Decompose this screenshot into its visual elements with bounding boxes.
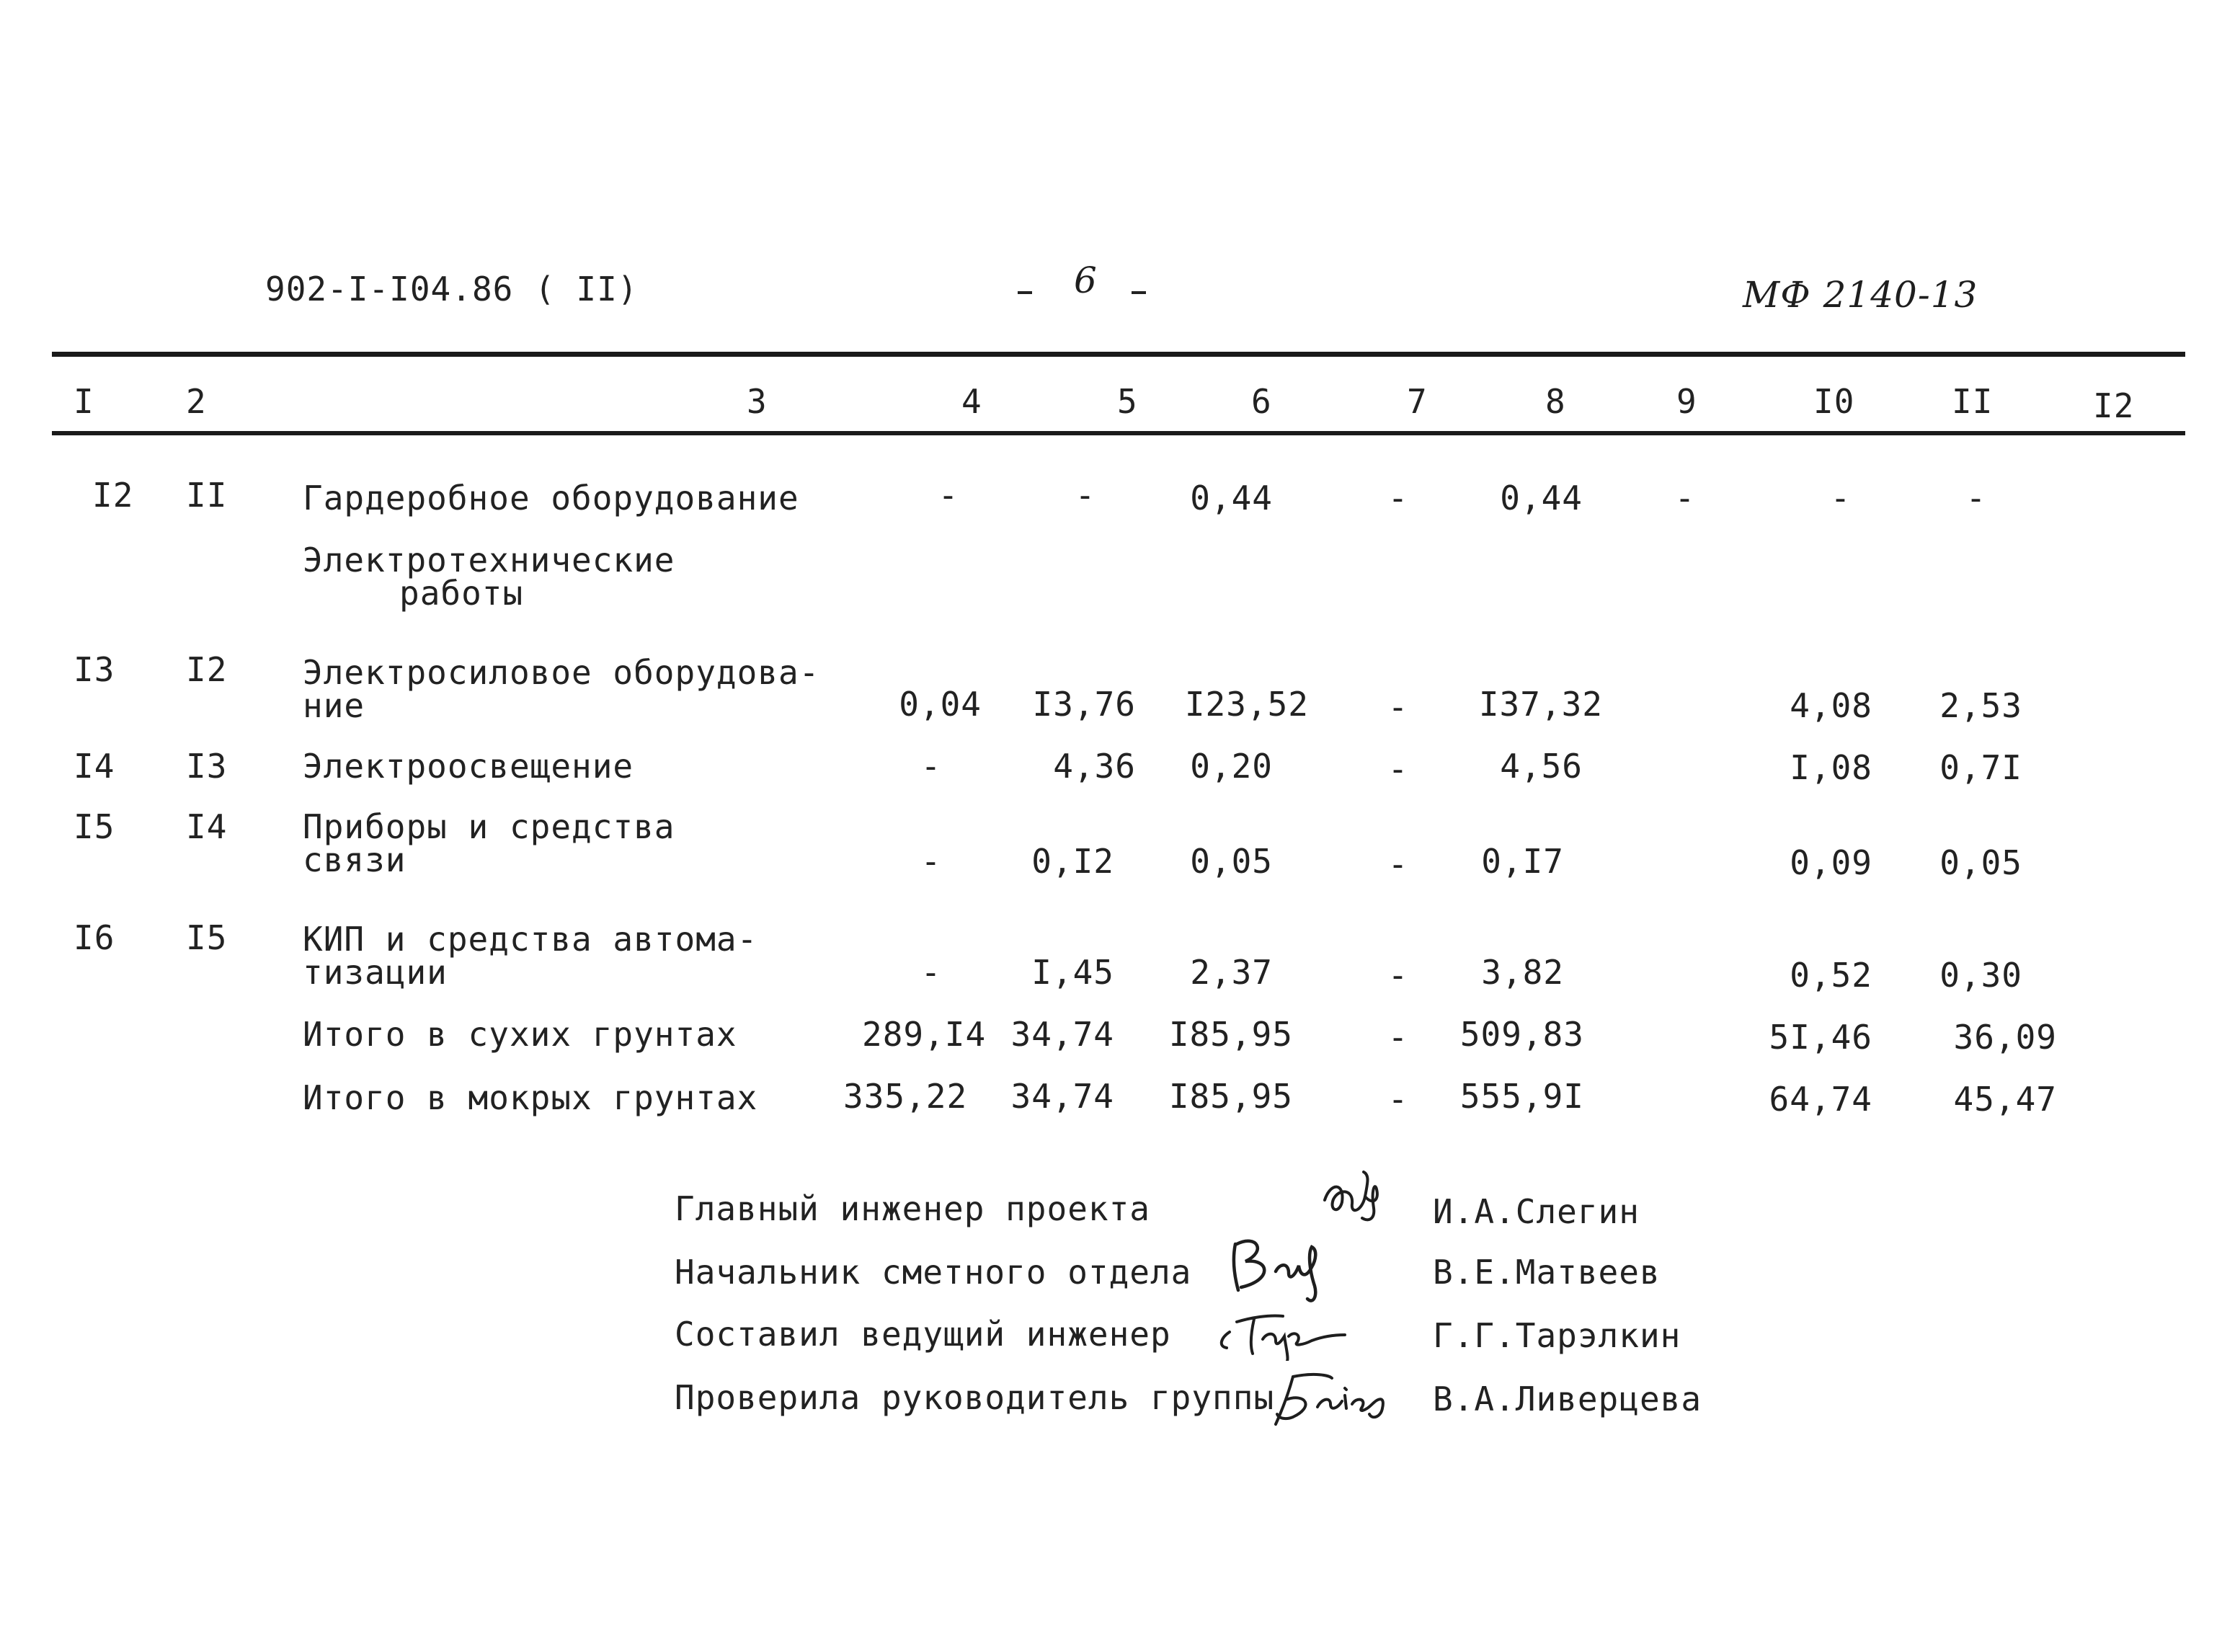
row-5-col-5: I,45 bbox=[1031, 953, 1114, 992]
total-wet-soils-label: Итого в мокрых грунтах bbox=[303, 1078, 758, 1117]
page-number-dash-left bbox=[1018, 291, 1032, 294]
column-header-3: 3 bbox=[747, 382, 768, 421]
row-4-name-continued: связи bbox=[303, 840, 406, 879]
signature-role-group-leader: Проверила руководитель группы bbox=[675, 1378, 1275, 1417]
row-2-col-5: I3,76 bbox=[1032, 685, 1136, 724]
row-2-col-10: 4,08 bbox=[1790, 686, 1872, 725]
row-1-col-11: - bbox=[1965, 479, 1987, 518]
document-code: 902-I-I04.86 bbox=[265, 270, 514, 308]
row-4-col-5: 0,I2 bbox=[1031, 842, 1114, 881]
row-3-col-2: I3 bbox=[186, 747, 228, 786]
signature-role-chief-engineer: Главный инженер проекта bbox=[675, 1189, 1150, 1228]
column-header-1: I bbox=[74, 382, 94, 421]
total-wet-col-10: 64,74 bbox=[1769, 1080, 1872, 1119]
row-4-col-2: I4 bbox=[186, 807, 228, 846]
row-3-col-5: 4,36 bbox=[1053, 747, 1136, 786]
total-wet-col-5: 34,74 bbox=[1010, 1077, 1114, 1116]
row-2-col-7: - bbox=[1387, 688, 1409, 727]
row-1-col-5: - bbox=[1075, 476, 1096, 515]
row-4-col-4: - bbox=[920, 842, 942, 881]
total-dry-col-4: 289,I4 bbox=[862, 1015, 987, 1054]
row-3-name: Электроосвещение bbox=[303, 747, 634, 786]
row-3-col-11: 0,7I bbox=[1939, 748, 2022, 787]
row-1-col-10: - bbox=[1830, 479, 1852, 518]
total-dry-col-5: 34,74 bbox=[1010, 1015, 1114, 1054]
signature-role-lead-engineer: Составил ведущий инженер bbox=[675, 1315, 1171, 1354]
document-part: ( II) bbox=[535, 270, 639, 308]
column-header-9: 9 bbox=[1676, 382, 1697, 421]
row-3-col-10: I,08 bbox=[1790, 748, 1872, 787]
signature-name-lead-engineer: Г.Г.Тарэлкин bbox=[1433, 1316, 1681, 1355]
column-header-10: I0 bbox=[1813, 382, 1855, 421]
signature-role-estimate-head: Начальник сметного отдела bbox=[675, 1253, 1192, 1292]
row-5-col-7: - bbox=[1387, 956, 1409, 995]
total-wet-col-8: 555,9I bbox=[1459, 1077, 1584, 1116]
row-4-col-6: 0,05 bbox=[1190, 842, 1273, 881]
row-5-col-1: I6 bbox=[74, 918, 115, 957]
row-3-col-6: 0,20 bbox=[1190, 747, 1273, 786]
row-1-col-6: 0,44 bbox=[1190, 479, 1273, 518]
total-wet-col-6: I85,95 bbox=[1168, 1077, 1293, 1116]
page-number: 6 bbox=[1074, 259, 1098, 301]
row-4-name: Приборы и средства bbox=[303, 807, 675, 846]
table-header-rule bbox=[52, 431, 2185, 435]
row-2-name-continued: ние bbox=[303, 686, 365, 725]
total-wet-col-7: - bbox=[1387, 1080, 1409, 1119]
row-1-col-2: II bbox=[186, 476, 228, 515]
row-5-col-11: 0,30 bbox=[1939, 956, 2022, 995]
row-5-col-6: 2,37 bbox=[1190, 953, 1273, 992]
archive-code: МФ 2140-13 bbox=[1743, 274, 1978, 316]
row-5-name-continued: тизации bbox=[303, 953, 448, 992]
signature-name-chief-engineer: И.А.Слегин bbox=[1433, 1192, 1640, 1231]
total-wet-col-11: 45,47 bbox=[1953, 1080, 2057, 1119]
row-2-col-11: 2,53 bbox=[1939, 686, 2022, 725]
row-2-col-6: I23,52 bbox=[1184, 685, 1309, 724]
row-5-name: КИП и средства автома- bbox=[303, 920, 758, 959]
row-4-col-1: I5 bbox=[74, 807, 115, 846]
row-5-col-10: 0,52 bbox=[1790, 956, 1872, 995]
column-header-8: 8 bbox=[1545, 382, 1566, 421]
row-3-col-4: - bbox=[920, 747, 942, 786]
row-4-col-8: 0,I7 bbox=[1481, 842, 1564, 881]
column-header-4: 4 bbox=[961, 382, 982, 421]
row-5-col-2: I5 bbox=[186, 918, 228, 957]
row-4-col-10: 0,09 bbox=[1790, 843, 1872, 882]
row-1-col-4: - bbox=[938, 476, 959, 515]
signature-name-estimate-head: В.Е.Матвеев bbox=[1433, 1253, 1661, 1292]
section-heading: Электротехнические bbox=[303, 541, 675, 579]
row-2-col-8: I37,32 bbox=[1478, 685, 1603, 724]
row-3-col-1: I4 bbox=[74, 747, 115, 786]
table-top-rule bbox=[52, 352, 2185, 357]
row-1-name: Гардеробное оборудование bbox=[303, 479, 799, 518]
column-header-11: II bbox=[1952, 382, 1994, 421]
signature-name-group-leader: В.А.Ливерцева bbox=[1433, 1380, 1702, 1418]
column-header-12: I2 bbox=[2093, 386, 2135, 425]
row-4-col-7: - bbox=[1387, 845, 1409, 884]
column-header-5: 5 bbox=[1117, 382, 1138, 421]
row-2-col-2: I2 bbox=[186, 650, 228, 689]
total-dry-col-10: 5I,46 bbox=[1769, 1018, 1872, 1057]
total-dry-col-11: 36,09 bbox=[1953, 1018, 2057, 1057]
row-3-col-8: 4,56 bbox=[1500, 747, 1583, 786]
total-dry-col-8: 509,83 bbox=[1459, 1015, 1584, 1054]
row-1-col-8: 0,44 bbox=[1500, 479, 1583, 518]
row-2-col-4: 0,04 bbox=[899, 685, 982, 724]
row-1-col-9: - bbox=[1674, 479, 1696, 518]
section-heading-continued: работы bbox=[399, 574, 524, 613]
row-4-col-11: 0,05 bbox=[1939, 843, 2022, 882]
column-header-6: 6 bbox=[1251, 382, 1272, 421]
row-2-name: Электросиловое оборудова- bbox=[303, 653, 820, 692]
row-3-col-7: - bbox=[1387, 750, 1409, 789]
total-dry-soils-label: Итого в сухих грунтах bbox=[303, 1015, 737, 1054]
total-dry-col-6: I85,95 bbox=[1168, 1015, 1293, 1054]
row-2-col-1: I3 bbox=[74, 650, 115, 689]
handwritten-signature-3 bbox=[1208, 1303, 1352, 1361]
handwritten-signature-1 bbox=[1317, 1168, 1390, 1225]
row-5-col-4: - bbox=[920, 953, 942, 992]
total-dry-col-7: - bbox=[1387, 1018, 1409, 1057]
total-wet-col-4: 335,22 bbox=[843, 1077, 968, 1116]
row-1-col-7: - bbox=[1387, 479, 1409, 518]
row-1-col-1: I2 bbox=[92, 476, 134, 515]
handwritten-signature-2 bbox=[1219, 1230, 1342, 1309]
handwritten-signature-4 bbox=[1264, 1367, 1401, 1431]
row-5-col-8: 3,82 bbox=[1481, 953, 1564, 992]
column-header-7: 7 bbox=[1407, 382, 1428, 421]
page-number-dash-right bbox=[1132, 291, 1146, 294]
column-header-2: 2 bbox=[186, 382, 207, 421]
